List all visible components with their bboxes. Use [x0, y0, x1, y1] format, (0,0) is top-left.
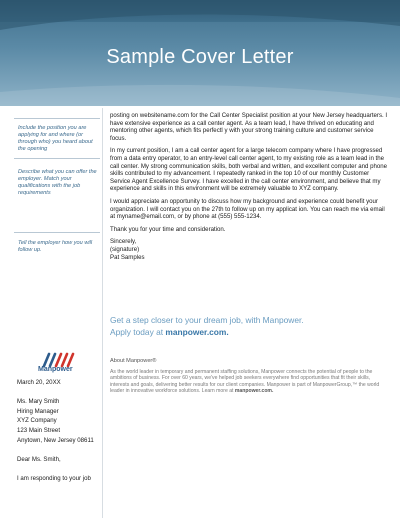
promo-link[interactable]: manpower.com.	[165, 327, 229, 337]
address-line: XYZ Company	[17, 417, 57, 425]
address-line: Ms. Mary Smith	[17, 398, 60, 406]
sidebar-rule	[14, 232, 100, 233]
promo-block	[110, 314, 388, 338]
address-line: Anytown, New Jersey 08611	[17, 436, 94, 444]
header-banner	[0, 0, 400, 106]
letter-closing: Sincerely,	[110, 238, 137, 246]
about-body: As the world leader in temporary and permanent staffing solutions, Manpower connects the potential of people to the ambitions of business. For over 60 years, we've helped job seekers everywhere find opportunities that fit their skills, interests and goals, delivering better results for our client companies. Manpower is part of ManpowerGroup,™ the world leader in innovative workforce solutions. Learn more at	[110, 368, 380, 395]
sidebar-note-follow-up: Tell the employer how you will follow up.	[18, 240, 93, 253]
sidebar-note-position: Include the position you are applying for and where (or through who) you heard about the opening	[18, 125, 93, 152]
letter-paragraph: posting on websitename.com for the Call Center Specialist position at your New Jersey headquarters. I have extensive experience as a call center agent. As a team lead, I have thrived on educating and mentoring other agents, which fits perfectl y with your strong training culture and customer service focus.	[110, 112, 388, 142]
sidebar-rule	[14, 118, 100, 119]
about-title: About Manpower®	[110, 358, 157, 364]
letter-signature: (signature)	[110, 245, 140, 253]
letter-address	[17, 378, 107, 484]
letter-salutation: Dear Ms. Smith,	[17, 455, 61, 463]
address-line: Hiring Manager	[17, 407, 59, 415]
letter-paragraph: Thank you for your time and consideration.	[110, 225, 226, 233]
letter-sender-name: Pat Samples	[110, 253, 145, 261]
promo-apply	[110, 326, 388, 338]
about-block	[110, 358, 388, 395]
sidebar-note-offer: Describe what you can offer the employer. Match your qualifications with the job requirements	[18, 169, 97, 196]
page-title: Sample Cover Letter	[106, 46, 294, 68]
letter-opening: I am responding to your job	[17, 474, 91, 482]
address-line: 123 Main Street	[17, 426, 61, 434]
about-link[interactable]: manpower.com.	[234, 388, 274, 395]
letter-body	[110, 112, 388, 261]
promo-prefix: Apply today at	[110, 327, 166, 337]
sidebar-rule	[14, 158, 100, 159]
promo-line: Get a step closer to your dream job, with Manpower.	[110, 315, 304, 325]
letter-paragraph: In my current position, I am a call center agent for a large telecom company where I have progressed from a data entry operator, to an entry-level call center agent, to my existing role as a team lead in the call center. My strong communication skills, both verbal and written, and excellent computer and phone skills contributed to my advancement. I repeatedly ranked in the top 10 of our monthly Customer Service Agent Excellence Survey. I have excelled in the call center environment, and believe that my experience and skills in this environment will be extremely valuable to XYZ company.	[110, 147, 388, 193]
letter-date: March 20, 20XX	[17, 379, 61, 386]
letter-paragraph: I would appreciate an opportunity to discuss how my background and experience could benefit your organization. I will contact you on the 27th to follow up on my applicat ion. You can reach me via email at myname@email.com, or by phone at (555) 555-1234.	[110, 197, 385, 221]
about-text	[110, 369, 388, 395]
logo-wordmark: Manpower	[38, 366, 73, 373]
